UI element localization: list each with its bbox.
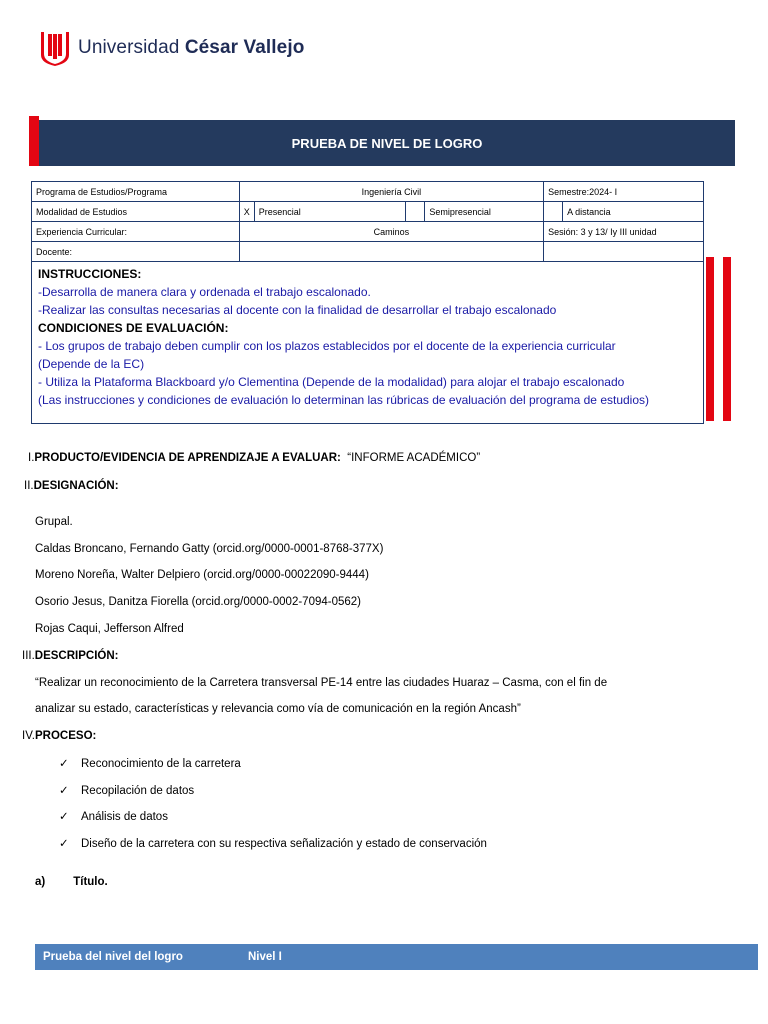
banner-red-accent: [29, 116, 39, 166]
table-row: [32, 202, 704, 222]
course-info-table: [31, 181, 704, 262]
banner-title: PRUEBA DE NIVEL DE LOGRO: [291, 136, 483, 151]
ucv-shield-icon: [40, 30, 70, 66]
condition-line: - Utiliza la Plataforma Blackboard y/o Clementina (Depende de la modalidad) para alojar el trabajo escalonado: [38, 375, 625, 389]
member-line: Moreno Noreña, Walter Delpiero (orcid.org/0000-00022090-9444): [35, 569, 369, 581]
programa-label: Programa de Estudios/Programa: [32, 182, 240, 202]
presencial-label: Presencial: [254, 202, 406, 222]
title-banner: [29, 120, 735, 166]
modalidad-label: Modalidad de Estudios: [32, 202, 240, 222]
condition-line: - Los grupos de trabajo deben cumplir con los plazos establecidos por el docente de la experiencia curricular: [38, 339, 616, 353]
presencial-mark: X: [239, 202, 254, 222]
checkmark-icon: ✓: [59, 838, 69, 850]
conditions-heading: CONDICIONES DE EVALUACIÓN:: [38, 321, 229, 335]
instructions-heading: INSTRUCCIONES:: [38, 267, 142, 281]
logo-text-regular: Universidad: [78, 37, 185, 58]
description-line: analizar su estado, características y relevancia como vía de comunicación en la región Ancash”: [35, 703, 521, 715]
section-label: PROCESO:: [35, 730, 97, 742]
semipresencial-label: Semipresencial: [425, 202, 544, 222]
step-text: Recopilación de datos: [81, 785, 195, 797]
side-red-bar: [706, 257, 714, 421]
section-label: DESIGNACIÓN:: [33, 480, 119, 492]
distancia-mark: [544, 202, 563, 222]
docente-label: Docente:: [32, 242, 240, 262]
section-descripcion: [22, 650, 118, 662]
step-text: Reconocimiento de la carretera: [81, 758, 241, 770]
subsection-title: Título.: [73, 876, 108, 888]
condition-line: (Las instrucciones y condiciones de evaluación lo determinan las rúbricas de evaluación del programa de estudios): [38, 393, 650, 407]
section-producto: [28, 452, 480, 464]
side-red-bar: [723, 257, 731, 421]
instructions-box: [31, 261, 704, 424]
experiencia-value: Caminos: [239, 222, 543, 242]
list-item: [59, 756, 241, 770]
level-col-label: Prueba del nivel del logro: [43, 951, 183, 963]
level-table-header: [35, 944, 758, 970]
section-label: PRODUCTO/EVIDENCIA DE APRENDIZAJE A EVALUAR:: [34, 452, 341, 464]
docente-extra: [544, 242, 704, 262]
subsection-titulo: [35, 876, 108, 888]
section-number: III.: [22, 650, 35, 662]
sesion-cell: Sesión: 3 y 13/ Iy III unidad: [544, 222, 704, 242]
university-logo: [40, 30, 304, 66]
section-number: I.: [28, 452, 35, 464]
member-line: Rojas Caqui, Jefferson Alfred: [35, 623, 184, 635]
level-col-value: Nivel I: [248, 951, 282, 963]
description-line: “Realizar un reconocimiento de la Carretera transversal PE-14 entre las ciudades Huaraz – Casma, con el fin de: [35, 677, 608, 689]
step-text: Diseño de la carretera con su respectiva señalización y estado de conservación: [81, 838, 487, 850]
checkmark-icon: ✓: [59, 785, 69, 797]
semestre-cell: Semestre:2024- I: [544, 182, 704, 202]
table-row: [32, 242, 704, 262]
grupal-text: Grupal.: [35, 516, 73, 528]
condition-line: (Depende de la EC): [38, 357, 145, 371]
member-line: Caldas Broncano, Fernando Gatty (orcid.org/0000-0001-8768-377X): [35, 543, 384, 555]
section-number: IV.: [22, 730, 36, 742]
experiencia-label: Experiencia Curricular:: [32, 222, 240, 242]
section-label: DESCRIPCIÓN:: [34, 650, 119, 662]
distancia-label: A distancia: [563, 202, 704, 222]
section-designacion: [24, 480, 119, 492]
instruction-line: -Desarrolla de manera clara y ordenada el trabajo escalonado.: [38, 285, 371, 299]
docente-value: [239, 242, 543, 262]
checkmark-icon: ✓: [59, 811, 69, 823]
instruction-line: -Realizar las consultas necesarias al docente con la finalidad de desarrollar el trabajo escalonado: [38, 303, 557, 317]
checkmark-icon: ✓: [59, 758, 69, 770]
logo-text: [78, 37, 304, 59]
table-row: [32, 182, 704, 202]
table-row: [32, 222, 704, 242]
logo-text-bold: César Vallejo: [184, 37, 305, 58]
member-line: Osorio Jesus, Danitza Fiorella (orcid.org/0000-0002-7094-0562): [35, 596, 362, 608]
semipresencial-mark: [406, 202, 425, 222]
section-number: II.: [24, 480, 34, 492]
list-item: [59, 836, 487, 850]
section-value: “INFORME ACADÉMICO”: [347, 452, 481, 464]
subsection-letter: a): [35, 876, 46, 888]
list-item: [59, 809, 168, 823]
list-item: [59, 783, 194, 797]
programa-value: Ingeniería Civil: [239, 182, 543, 202]
step-text: Análisis de datos: [81, 811, 168, 823]
section-proceso: [22, 730, 96, 742]
